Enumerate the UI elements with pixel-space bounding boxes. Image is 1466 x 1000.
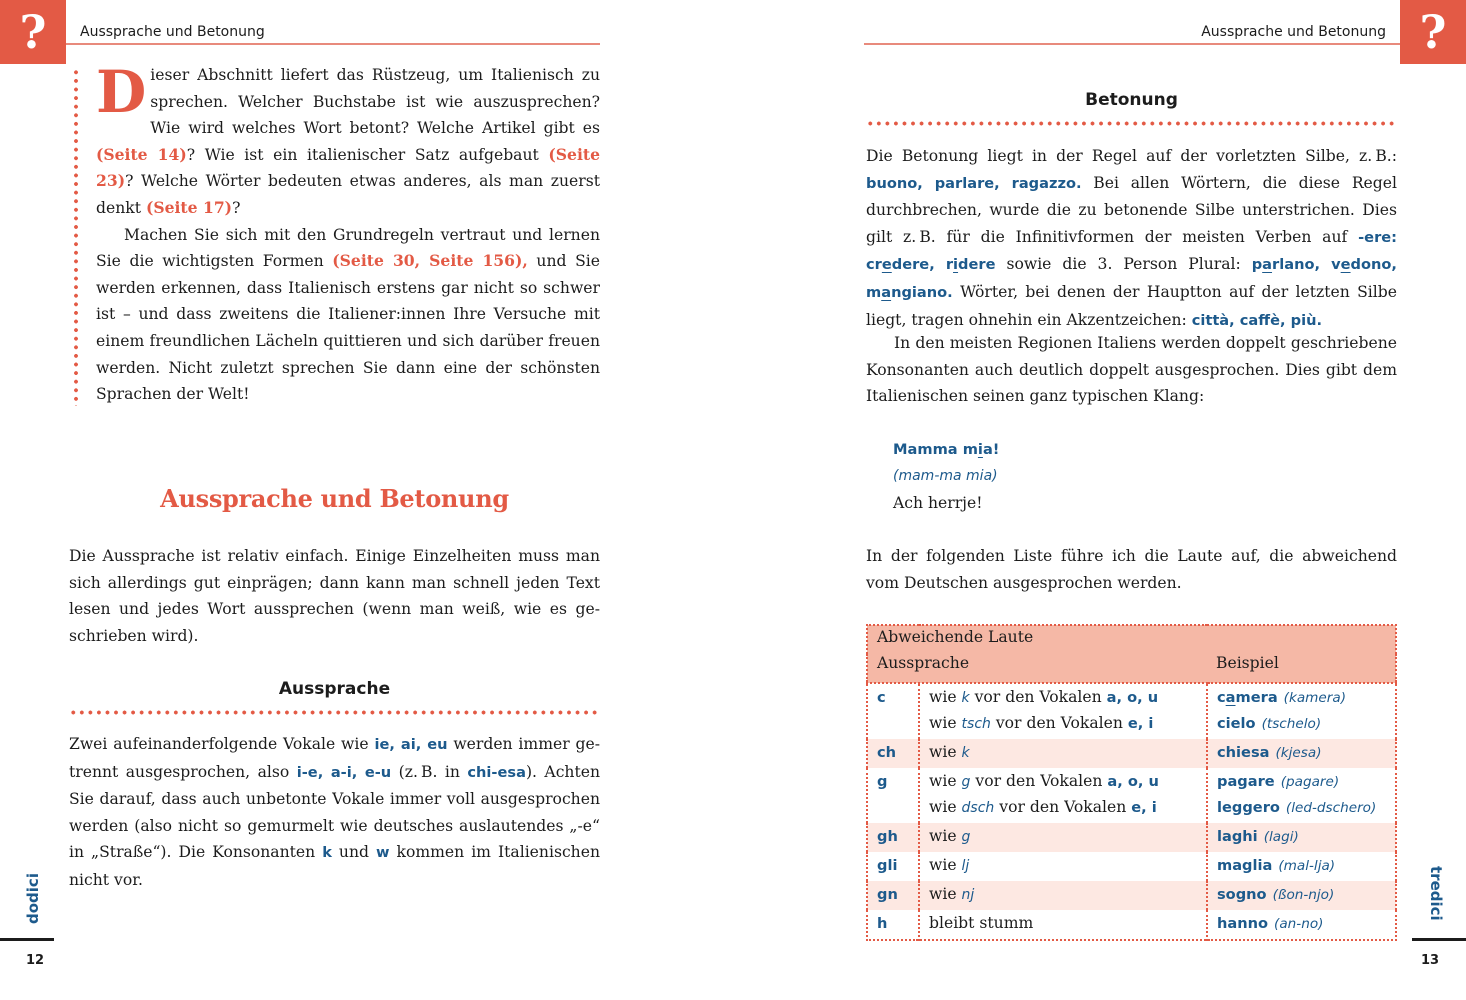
italian-term: -ere: cr <box>866 228 1397 274</box>
intro-paragraph-2 <box>96 222 600 408</box>
example-line <box>1217 882 1386 908</box>
text-run: Die Betonung liegt in der Regel auf der vorletzten Silbe, z. B.: <box>866 147 1397 165</box>
example-pronunciation: (mal-lja) <box>1278 858 1336 874</box>
italian-term: i-e, a-i, e-u <box>296 763 392 781</box>
table-header-row <box>867 654 1396 683</box>
sound-example <box>1207 739 1396 768</box>
example-pronunciation: (ßon-njo) <box>1272 887 1335 903</box>
table-row <box>867 910 1396 940</box>
description-line <box>929 853 1197 879</box>
sounds-table <box>866 624 1397 941</box>
text-run: wie <box>929 743 962 761</box>
italian-term: dono, m <box>866 256 1397 301</box>
text-run: sowie die 3. Person Plural: <box>995 255 1252 274</box>
dotted-rule <box>866 121 1397 126</box>
table-title-row <box>867 625 1396 654</box>
description-line <box>929 911 1197 936</box>
text-run: wie <box>929 827 962 845</box>
sound-description <box>919 852 1207 881</box>
right-page <box>733 0 1466 1000</box>
example-translation: Ach herrje! <box>893 494 983 512</box>
text-run: und <box>331 843 377 862</box>
example-line <box>1217 824 1386 850</box>
text-run: maglia <box>1217 857 1273 874</box>
example-line <box>1217 795 1386 821</box>
text-run: Machen Sie sich mit den Grundregeln vertraut und lernen Sie die wichtigsten Formen <box>96 225 600 271</box>
footer-rule <box>0 938 54 941</box>
text-run: a! <box>982 441 1000 458</box>
italian-term: p <box>1251 256 1263 274</box>
sound-description <box>919 881 1207 910</box>
text-run: (z. B. in <box>391 762 468 781</box>
sound-hint: nj <box>961 887 975 903</box>
sound-example <box>1207 852 1396 881</box>
example-word <box>1217 799 1280 816</box>
page-reference: (Seite 17) <box>145 197 233 217</box>
sound-letter: gh <box>877 828 898 845</box>
vowels: a, o, u <box>1106 689 1159 706</box>
sound-hint: tsch <box>961 716 991 732</box>
subheading-aussprache: Aussprache <box>278 679 391 699</box>
running-head: Aussprache und Betonung <box>80 24 265 40</box>
italian-term: e <box>881 256 892 274</box>
example-word <box>1217 886 1267 903</box>
table-row <box>867 683 1396 739</box>
page-number: 12 <box>26 953 45 968</box>
text-run: und Sie werden erkennen, dass Italienisch erstens gar nicht so schwer ist – und dass zweitens die Italiener:innen Ihre Versuche mit einem freundlichen Lächeln quittieren und sich darüber freuen werden. Nicht zuletzt sprechen Sie dann eine der schönsten Sprachen der Welt! <box>96 252 600 404</box>
sound-hint: g <box>961 829 971 845</box>
example-word <box>1217 715 1256 732</box>
drop-cap: D <box>96 58 147 126</box>
example-pronunciation: (lagi) <box>1263 829 1299 845</box>
sound-letter: gli <box>877 857 898 874</box>
text-run: vor den Vokalen <box>990 714 1128 732</box>
text-run: laghi <box>1217 828 1258 845</box>
description-line <box>929 711 1197 737</box>
sound-hint: k <box>961 690 970 706</box>
running-head: Aussprache und Betonung <box>1201 24 1386 40</box>
text-run: i <box>977 441 983 458</box>
list-intro-paragraph: In der folgenden Liste führe ich die Laute auf, die abweichend vom Deutschen ausgesprochen werden. <box>866 547 1397 592</box>
example-pronunciation: (kjesa) <box>1275 745 1322 761</box>
text-run: vor den Vokalen <box>969 688 1107 706</box>
page-reference: (Seite 23) <box>96 144 600 191</box>
text-run: wie <box>929 885 962 903</box>
italian-term: città, caffè, più. <box>1191 311 1323 329</box>
italian-term: dere, r <box>891 256 954 274</box>
sound-description <box>919 683 1207 739</box>
text-run: ). Achten Sie darauf, dass auch unbetonte Vokale immer voll ausgesprochen werden (also nicht so gemurmelt wie deutsches auslautendes „-e“ in „Straße“). Die Konsonanten <box>69 762 601 862</box>
example-line <box>1217 769 1386 795</box>
text-run: hanno <box>1217 915 1269 932</box>
column-header-aussprache: Aussprache <box>867 654 1207 683</box>
text-run: wie <box>929 714 962 732</box>
column-header-beispiel: Beispiel <box>1207 654 1396 683</box>
header-rule <box>66 43 600 45</box>
sound-letter: gn <box>877 886 898 903</box>
sound-description <box>919 823 1207 852</box>
example-pronunciation: (mam-ma mia) <box>893 468 998 484</box>
text-run: ? Welche Wörter bedeuten etwas anderes, als man zuerst denkt <box>96 172 600 217</box>
example-pronunciation: (an-no) <box>1274 916 1324 932</box>
example-word <box>893 436 999 463</box>
description-line <box>929 824 1197 850</box>
subheading-betonung: Betonung <box>1085 90 1178 110</box>
sound-example <box>1207 768 1396 823</box>
italian-term: chi-esa <box>467 763 526 781</box>
example-word <box>1217 744 1269 761</box>
description-line <box>929 685 1197 711</box>
text-run: c <box>1217 689 1226 706</box>
sound-example <box>1207 881 1396 910</box>
page-number: 13 <box>1421 953 1440 968</box>
intro-box <box>96 58 600 408</box>
example-line <box>1217 685 1386 711</box>
page-reference: (Seite 14) <box>96 144 187 164</box>
example-line <box>1217 740 1386 766</box>
italian-term: rlano, v <box>1272 256 1341 274</box>
example-word <box>1217 773 1275 790</box>
example-word <box>1217 915 1268 932</box>
example-pronunciation: (led-dschero) <box>1285 800 1377 816</box>
italian-term: ie, ai, eu <box>374 736 448 753</box>
description-line <box>929 795 1197 821</box>
italian-term: ngiano. <box>891 283 953 301</box>
header-rule <box>864 43 1400 45</box>
italian-term: a <box>881 283 892 301</box>
sound-description <box>919 910 1207 940</box>
text-run: cielo <box>1217 715 1256 732</box>
vowels: e, i <box>1131 799 1157 816</box>
sound-hint: k <box>961 745 970 761</box>
example-word <box>1217 828 1258 845</box>
vowels: e, i <box>1127 715 1154 732</box>
description-line <box>929 769 1197 795</box>
italian-term: a <box>1262 256 1273 274</box>
text-run: wie <box>929 688 962 706</box>
vowels: a, o, u <box>1107 773 1159 790</box>
sound-letter: ch <box>877 744 897 761</box>
page-reference: (Seite 30, Seite 156), <box>332 251 528 271</box>
text-run: bleibt stumm <box>929 914 1034 932</box>
text-run: Mamma m <box>893 441 978 458</box>
doppelt-paragraph: In den meisten Regionen Italiens werden doppelt geschriebene Konsonanten auch deutlich doppelt ausgesprochen. Dies gibt dem Italienischen seinen ganz typischen Klang: <box>866 334 1397 406</box>
question-mark-icon: ? <box>1400 0 1466 64</box>
footer-rule <box>1412 938 1466 941</box>
section-intro-paragraph: Die Aussprache ist relativ einfach. Einige Einzelheiten muss man sich allerdings gut einprägen; dann kann man schnell jeden Text lesen und jedes Wort aussprechen (wenn man weiß, wie es geschrieben wird). <box>69 547 600 645</box>
italian-term: k <box>322 844 332 862</box>
text-run: werden immer getrennt ausgesprochen, also <box>69 735 600 781</box>
intro-dotted-border <box>74 68 78 406</box>
sound-hint: g <box>961 774 971 790</box>
text-run: Zwei aufeinanderfolgende Vokale wie <box>69 735 375 753</box>
dotted-rule <box>69 710 600 715</box>
sound-description <box>919 768 1207 823</box>
sound-letter: c <box>877 689 886 706</box>
description-line <box>929 882 1197 908</box>
text-run: ? <box>232 198 241 217</box>
text-run: Bei allen Wörtern, die diese Regel durchbrechen, wurde die zu betonende Silbe unterstrichen. Dies gilt z. B. für die Infinitivformen der meisten Verben auf <box>866 173 1397 246</box>
description-line <box>929 740 1197 766</box>
aussprache-paragraph <box>69 731 600 894</box>
table-title: Abweichende Laute <box>877 628 1034 646</box>
italian-term: e <box>1340 256 1351 274</box>
example-line <box>1217 711 1386 737</box>
text-run: vor den Vokalen <box>970 772 1108 790</box>
text-run: mera <box>1235 689 1278 706</box>
text-run: Wörter, bei denen der Hauptton auf der letzten Silbe liegt, tragen ohnehin ein Akzentzeichen: <box>866 282 1397 329</box>
italian-term: i <box>953 256 959 274</box>
example-block <box>893 436 999 517</box>
example-word <box>1217 689 1278 706</box>
sound-hint: lj <box>961 858 970 874</box>
page-word-label: tredici <box>1427 866 1445 921</box>
table-row <box>867 768 1396 823</box>
sound-letter: h <box>877 915 888 932</box>
text-run: wie <box>929 856 962 874</box>
sound-example <box>1207 683 1396 739</box>
text-run: kommen im Italienischen nicht vor. <box>69 843 600 889</box>
table-row <box>867 739 1396 768</box>
text-run: vor den Vokalen <box>994 798 1132 816</box>
italian-term: dere <box>958 256 996 274</box>
text-run: ieser Abschnitt liefert das Rüstzeug, um Italienisch zu sprechen. Welcher Buchstabe ist wie auszusprechen? Wie wird welches Wort betont? Welche Artikel gibt es <box>150 66 600 138</box>
example-line <box>1217 853 1386 879</box>
sound-description <box>919 739 1207 768</box>
page-word-label: dodici <box>24 873 42 924</box>
table-row <box>867 823 1396 852</box>
example-line <box>1217 911 1386 937</box>
italian-term: buono, parlare, ragazzo. <box>866 174 1082 192</box>
text-run: wie <box>929 798 962 816</box>
example-pronunciation: (kamera) <box>1283 690 1347 706</box>
text-run: a <box>1225 689 1236 706</box>
sound-hint: dsch <box>961 800 995 816</box>
text-run: pagare <box>1217 773 1275 790</box>
table-row <box>867 881 1396 910</box>
italian-term: w <box>376 844 390 862</box>
text-run: sogno <box>1217 886 1267 903</box>
question-mark-icon: ? <box>0 0 66 64</box>
sound-example <box>1207 910 1396 940</box>
example-pronunciation: (pagare) <box>1280 774 1340 790</box>
text-run: wie <box>929 772 962 790</box>
sound-example <box>1207 823 1396 852</box>
text-run: leggero <box>1217 799 1280 816</box>
example-pronunciation: (tschelo) <box>1261 716 1322 732</box>
betonung-paragraph <box>866 143 1397 334</box>
section-title: Aussprache und Betonung <box>160 484 509 513</box>
sound-letter: g <box>877 773 888 790</box>
text-run: ? Wie ist ein italienischer Satz aufgebaut <box>186 145 549 164</box>
example-word <box>1217 857 1272 874</box>
table-row <box>867 852 1396 881</box>
intro-paragraph-1 <box>96 58 600 222</box>
text-run: chiesa <box>1217 744 1270 761</box>
